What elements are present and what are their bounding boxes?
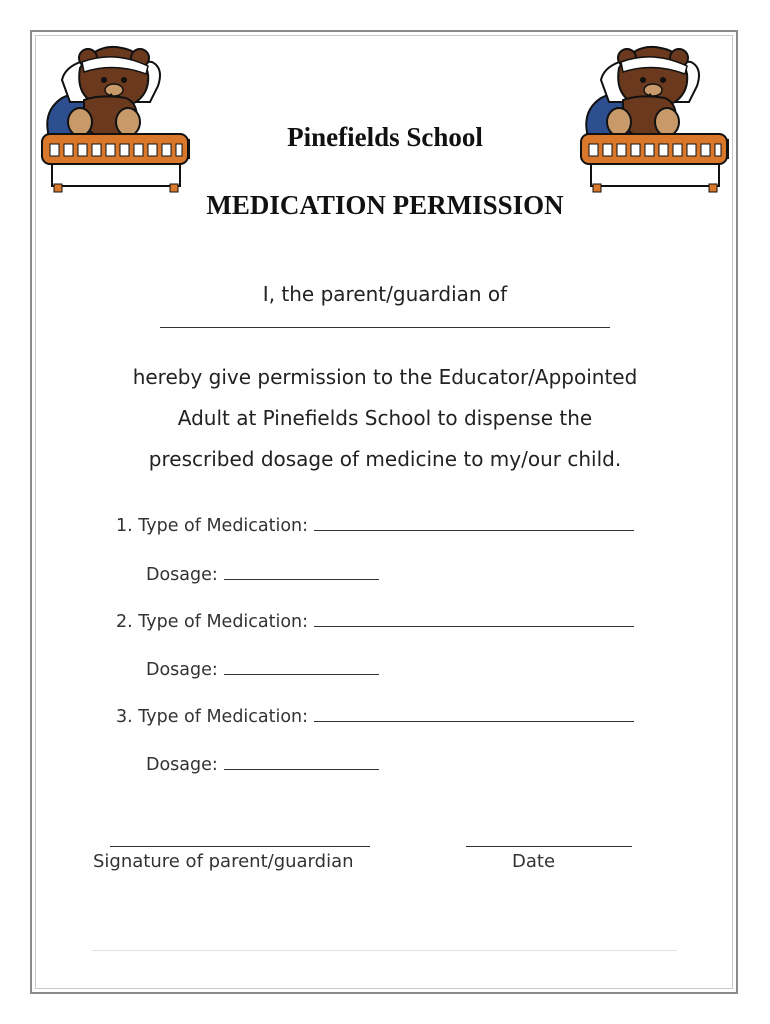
permission-line: Adult at Pinefields School to dispense the: [177, 406, 593, 430]
signature-field[interactable]: [110, 846, 370, 847]
medication-type-label: 2. Type of Medication:: [116, 612, 309, 632]
dosage-label: Dosage:: [146, 755, 218, 775]
dosage-2-field[interactable]: [224, 660, 379, 675]
permission-line: prescribed dosage of medicine to my/our child.: [148, 447, 622, 471]
medication-2-type-field[interactable]: [314, 612, 634, 627]
dosage-label: Dosage:: [146, 660, 218, 680]
medication-3-type-field[interactable]: [314, 707, 634, 722]
permission-line: hereby give permission to the Educator/Appointed: [132, 365, 638, 389]
medication-1-row: [116, 516, 634, 536]
medication-type-label: 3. Type of Medication:: [116, 707, 309, 727]
dosage-3-field[interactable]: [224, 755, 379, 770]
school-name: Pinefields School: [287, 122, 483, 152]
medication-1-type-field[interactable]: [314, 516, 634, 531]
dosage-label: Dosage:: [146, 565, 218, 585]
medication-2-row: [116, 612, 634, 632]
form-title: MEDICATION PERMISSION: [206, 190, 564, 220]
dosage-1-field[interactable]: [224, 565, 379, 580]
intro-text: I, the parent/guardian of: [262, 282, 508, 306]
date-label: Date: [512, 851, 556, 872]
footer-divider: [92, 950, 677, 951]
sick-bear-in-bed-illustration-left: [40, 40, 190, 195]
permission-paragraph: [80, 357, 690, 480]
date-field[interactable]: [466, 846, 632, 847]
medication-type-label: 1. Type of Medication:: [116, 516, 309, 536]
dosage-2-row: [146, 660, 379, 680]
dosage-1-row: [146, 565, 379, 585]
dosage-3-row: [146, 755, 379, 775]
child-name-field[interactable]: [160, 327, 610, 328]
signature-label: Signature of parent/guardian: [93, 851, 354, 872]
medication-3-row: [116, 707, 634, 727]
sick-bear-in-bed-illustration-right: [579, 40, 729, 195]
